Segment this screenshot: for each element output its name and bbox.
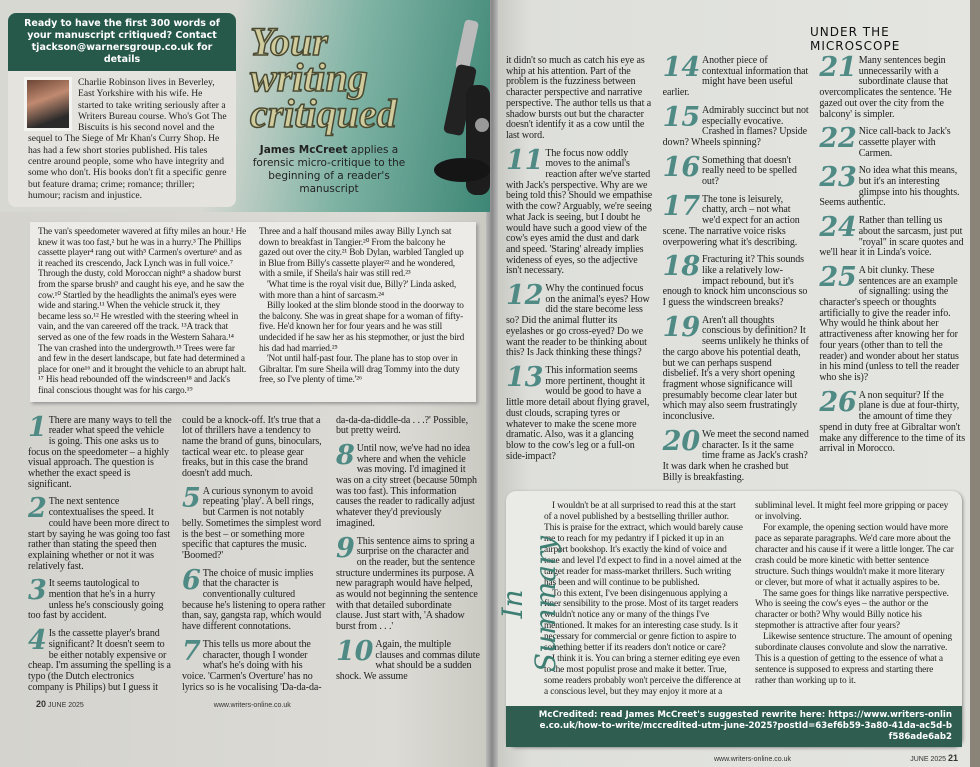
summary-title: In Summary bbox=[496, 536, 562, 673]
summary-paragraph: Likewise sentence structure. The amount of opening subordinate clauses convolute and slow the narrative. This is a question of getting to the essence of what a sentence is supposed to express and starting there rather than working up to it. bbox=[755, 632, 952, 686]
note-text: The tone is leisurely, chatty, arch – not what we'd expect for an action scene. The narrative voice risks overpowering what it's describing. bbox=[662, 193, 800, 248]
note-number: 16 bbox=[662, 151, 701, 183]
note-text: Why the continued focus on the animal's eyes? How did the stare become less so? Did the animal flutter its eyelashes or go cross-eyed? Do we want the reader to be thinking about this? Is Jack thinking these things? bbox=[506, 283, 650, 359]
note-text: A curious synonym to avoid repeating 'play'. A bell rings, but Carmen is not notably belly. Sometimes the simplest word is the best – or something more specific that captures the music. 'Boomed?' bbox=[182, 485, 321, 561]
title-line: writing bbox=[250, 55, 368, 100]
note-number: 11 bbox=[506, 144, 544, 176]
page-footer bbox=[28, 699, 480, 709]
critique-note bbox=[336, 635, 480, 683]
note-continuation: it didn't so much as catch his eye as whip at his attention. Part of the problem is the fuzziness between character perspective and narrative perspective. The author tells us that a shadow bursts out but the character doesn't identify it as a cow until the last word. bbox=[506, 55, 652, 141]
note-text: Aren't all thoughts conscious by definition? It seems unlikely he thinks of the cargo above his potential death, but we can perhaps suspend disbelief. It's a very short opening fragment whose significance will presumably become clear later but which may also seem frustratingly inconclusive. bbox=[662, 314, 809, 423]
note-number: 19 bbox=[662, 311, 701, 343]
note-number: 8 bbox=[336, 439, 355, 471]
note-text: Many sentences begin unnecessarily with a subordinate clause that overcomplicates the sentence. 'He gazed out over the city from the balcony' is simpler. bbox=[819, 55, 952, 120]
note-number: 4 bbox=[28, 625, 47, 657]
critique-note bbox=[182, 482, 326, 562]
note-number: 5 bbox=[182, 482, 201, 514]
summary-paragraph: I wouldn't be at all surprised to read this at the start of a novel published by a bestselling thriller author. This is praise for the extract, which would barely cause me to reach for my pedantry if I picked it up in an airport bookshop. It's exactly the kind of voice and tone and level I'd expect to find in a novel aimed at the target reader for mass-market thrillers. Such writing has been and will continue to be published. bbox=[544, 501, 743, 588]
right-page-content bbox=[496, 52, 966, 763]
note-text: Something that doesn't really need to be spelled out? bbox=[702, 154, 797, 188]
header-banner bbox=[0, 0, 490, 212]
summary-text bbox=[544, 491, 962, 705]
note-text: No idea what this means, but it's an interesting glimpse into his thoughts. Seems authentic. bbox=[819, 165, 960, 209]
bio-text: Charlie Robinson lives in Beverley, East Yorkshire with his wife. He started to take writing seriously after a Writers Bureau course. Who's Got The Biscuits is his second novel and the sequel to The Siege of Mr Khan's Curry Shop. He has had a few short stories published. His tales centre around people, some who have integrity and some who don't. His books don't fit a specific genre but feature drama; crime; romance; thriller; humour; racism and injustice. bbox=[28, 77, 227, 201]
note-text: The choice of music implies that the character is conventionally cultured because he's listening to opera rather than, say, gangsta rap, which would have different connotations. bbox=[182, 567, 326, 633]
note-number: 12 bbox=[506, 280, 544, 312]
note-number: 7 bbox=[182, 635, 201, 667]
critique-note bbox=[506, 144, 653, 277]
note-number: 1 bbox=[28, 411, 47, 443]
extract-column bbox=[259, 227, 468, 397]
extract-paragraph: Billy looked at the slim blonde stood in the doorway to the balcony. She was in great shape for a woman of fifty-five. He'd known her for four years and he was still undecided if he saw her as his stepmother, or just the bird his dad had married.²⁵ bbox=[259, 301, 465, 354]
note-number: 14 bbox=[662, 52, 701, 83]
note-number: 20 bbox=[662, 425, 701, 457]
offer-and-bio bbox=[8, 13, 236, 207]
page-number: 21 bbox=[947, 752, 958, 763]
critique-note bbox=[662, 190, 810, 249]
note-number: 6 bbox=[182, 564, 201, 596]
critique-note bbox=[662, 101, 810, 149]
issue-date: JUNE 2025 bbox=[47, 702, 84, 710]
critique-note bbox=[819, 261, 966, 384]
rewrite-link[interactable]: McCredited: read James McCreet's suggested rewrite here: https://www.writers-online.co.uk/how-to-write/mccredited-utm-june-2025?postId=63ef6b59-3a80-41da-ac5d-bf586ade6ab2 bbox=[506, 706, 962, 747]
critique-note bbox=[819, 52, 966, 120]
note-text: Until now, we've had no idea where and when the vehicle was moving. I'd imagined it was on a city street (because 50mph was too fast). This information causes the reader to radically adjust whatever they'd previously imagined. bbox=[336, 442, 477, 529]
section-heading: UNDER THE MICROSCOPE bbox=[810, 25, 901, 53]
note-number: 25 bbox=[819, 261, 857, 293]
note-number: 26 bbox=[819, 386, 857, 418]
note-number: 13 bbox=[506, 361, 544, 393]
subtitle bbox=[244, 144, 414, 196]
critique-note bbox=[182, 564, 326, 633]
note-text: Is the cassette player's brand significant? It doesn't seem to be either notably expensive or cheap. I'm assuming the spelling is a typo (the Dutch electronics company is Philips) but I guess it could be a knock-off. It's true that a lot of thrillers have a tendency to name the brand of guns, binoculars, tactical wear etc. to please gear freaks, but in this case the brand doesn't add much. bbox=[28, 414, 322, 693]
microscope-icon bbox=[432, 15, 490, 210]
note-number: 2 bbox=[28, 493, 47, 525]
extract-paragraph: Three and a half thousand miles away Billy Lynch sat down to breakfast in Tangier.²⁰ From the balcony he gazed out over the city.²¹ Bob Dylan, warbled Tangled up in Blue from Billy's cassette player²² and he wondered, with a smile, if Sheila's hair was still red.²³ bbox=[259, 227, 464, 280]
extract-column bbox=[38, 227, 247, 397]
page-title bbox=[250, 19, 397, 136]
extract-paragraph: 'What time is the royal visit due, Billy?' Linda asked, with more than a hint of sarcasm.²⁴ bbox=[259, 279, 457, 301]
summary-paragraph: To this extent, I've been disingenuous applying a finer sensibility to the prose. Most of its target readers wouldn't notice any or many of the things I've mentioned. It makes for an interesting case study. Is it necessary for commercial or genre fiction to aspire to something better if its readers don't notice or care? bbox=[544, 588, 739, 654]
note-text: There are many ways to tell the reader what speed the vehicle is going. This one asks us to focus on the speedometer – a highly visual approach. The question is whether the exact speed is significant. bbox=[28, 414, 172, 490]
note-text: The focus now oddly moves to the animal's reaction after we've started with Jack's perspective. Why are we being told this? Should we empathise with the cow? Arguably, we're seeing what Jack is seeing, but I doubt he would have such a good view of the cow's eyes amid the dust and dark and speed. 'Staring' already implies wideness of eyes, so the adjective isn't necessary. bbox=[506, 147, 653, 277]
author-bio bbox=[8, 71, 236, 207]
critique-note bbox=[336, 439, 480, 530]
note-text: Admirably succinct but not especially evocative. Crashed in flames? Upside down? Wheels spinning? bbox=[662, 104, 809, 148]
critique-note bbox=[819, 386, 966, 455]
critique-note bbox=[662, 151, 810, 188]
note-number: 24 bbox=[819, 212, 857, 244]
extract-paragraph: The van's speedometer wavered at fifty miles an hour.¹ He knew it was too fast,² but he was in a hurry.³ The Phillips cassette player⁴ rang out with⁵ Carmen's overture⁶ and as it reached its crescendo, Jack Lynch was in full voice.⁷ Through the dusty, cold Moroccan night⁸ a shadow burst from the sparse brush⁹ and caught his eye, and he saw the cow.¹⁰ Startled by the headlights the animal's eyes were wide and staring.¹¹ When the vehicle struck it, they became less so.¹² He wrestled with the steering wheel in vain, and the van careered off the track. ¹³A track that served as one of the few roads in the Western Sahara.¹⁴ The van crashed into the undergrowth.¹⁵ Trees were far and few in the desert landscape, but fate had determined a place for one¹⁶ and it brought the vehicle to an abrupt halt. ¹⁷ His head rebounded off the windscreen¹⁸ and Jack's final conscious thought was for his cargo.¹⁹ bbox=[38, 227, 247, 396]
left-page-content bbox=[28, 222, 480, 709]
extract-paragraph: 'Not until half-past four. The plane has to stop over in Gibraltar. I'm sure Sheila will drag Tommy into the duty free, so I've plenty of time.'²⁶ bbox=[259, 354, 460, 386]
note-number: 3 bbox=[28, 575, 47, 607]
critique-note bbox=[662, 311, 810, 423]
summary-paragraph: I think it is. You can bring a sterner editing eye even to the most populist prose and make it better. True, some readers probably won't perceive the difference at a conscious level, but they may enjoy it more at a subliminal level. It might feel more gripping or pacey or involving. bbox=[544, 501, 949, 697]
note-text: It seems tautological to mention that he's in a hurry unless he's consciously going too fast by accident. bbox=[28, 578, 164, 622]
note-number: 17 bbox=[662, 190, 701, 222]
note-text: A bit clunky. These sentences are an example of signalling: using the character's speech or thoughts artificially to give the reader info. Why would he think about her attractiveness after knowing her for four years (other than to tell the reader) and wonder about her status in his mind (unless to tell the reader who she is)? bbox=[819, 264, 960, 383]
critique-note bbox=[662, 425, 810, 484]
note-text: We meet the second named character. Is it the same time frame as Jack's crash? It was dark when he crashed but Billy is breakfasting. bbox=[662, 428, 809, 483]
critique-note bbox=[819, 123, 966, 159]
subtitle-text: applies a forensic micro-critique to the beginning of a reader's manuscript bbox=[252, 144, 406, 195]
author-photo bbox=[24, 77, 72, 131]
critique-note bbox=[28, 411, 172, 491]
page-number: 20 bbox=[36, 699, 47, 710]
critique-note bbox=[819, 212, 966, 259]
summary-paragraph: For example, the opening section would have more pace as separate paragraphs. We'd care more about the character and his cause if it were a little longer. The car crash could be more kinetic with better sentence structure. Such things wouldn't make it more literary or clever, but more of what it actually aspires to be. bbox=[755, 523, 954, 588]
note-number: 18 bbox=[662, 251, 701, 283]
manuscript-extract bbox=[30, 222, 476, 402]
critique-note bbox=[336, 532, 480, 633]
summary-paragraph: The same goes for things like narrative perspective. Who is seeing the cow's eyes – the author or the character or both? Why would Billy notice his stepmother is attractive after four years? bbox=[755, 588, 949, 632]
note-number: 10 bbox=[336, 635, 374, 667]
note-text: This tells us more about the character, though I wonder what's he's doing with his voice. 'Carmen's Overture' has no lyrics so is he vocalising 'Da-da-da-da-da-da-diddle-da . . .?' Possible, but pretty weird. bbox=[182, 414, 469, 693]
note-text: Nice call-back to Jack's cassette player with Carmen. bbox=[858, 126, 951, 159]
note-text: Fracturing it? This sounds like a relatively low-impact rebound, but it's enough to knock him unconscious so I guess the windscreen breaks? bbox=[662, 254, 808, 309]
title-line: Your bbox=[250, 19, 328, 64]
note-text: This information seems more pertinent, thought it would be good to have a little more detail about flying gravel, dust clouds, scraping tyres or whatever to make the scene more dramatic. Also, was it a glancing blow to the cow's leg or a full-on side-impact? bbox=[506, 364, 650, 462]
critique-note bbox=[819, 162, 966, 209]
critique-notes bbox=[506, 52, 966, 483]
title-line: critiqued bbox=[250, 91, 397, 136]
critique-offer-box: Ready to have the first 300 words of your manuscript critiqued? Contact tjackson@warnersgroup.co.uk for details bbox=[8, 13, 236, 71]
note-text: Rather than telling us about the sarcasm, just put "royal" in scare quotes and we'll hear it in Linda's voice. bbox=[819, 215, 964, 259]
critique-note bbox=[506, 280, 653, 359]
author-name: James McCreet bbox=[259, 144, 348, 156]
footer-url: www.writers-online.co.uk bbox=[714, 755, 792, 763]
critique-note bbox=[506, 361, 653, 462]
note-text: A non sequitur? If the plane is due at four-thirty, the amount of time they spend in duty free at Gibraltar won't make any difference to the time of its arrival in Morocco. bbox=[819, 389, 965, 455]
note-text: This sentence aims to spring a surprise on the character and on the reader, but the sentence structure undermines its purpose. A new paragraph would have helped, as would not beginning the sentence with that detailed subordinate clause. Just start with, 'A shadow burst from . . .' bbox=[336, 535, 478, 633]
footer-url: www.writers-online.co.uk bbox=[213, 702, 291, 710]
critique-note bbox=[28, 575, 172, 622]
note-text: The next sentence contextualises the speed. It could have been more direct to start by saying he was going too fast rather than stating the speed then explaining whether or not it was relatively fast. bbox=[28, 496, 171, 572]
critique-note bbox=[28, 493, 172, 572]
note-text: Again, the multiple clauses and commas dilute what should be a sudden shock. We assume bbox=[336, 638, 480, 682]
note-number: 23 bbox=[819, 162, 857, 194]
critique-notes bbox=[28, 411, 480, 694]
summary-box bbox=[496, 491, 962, 746]
note-number: 21 bbox=[819, 52, 857, 83]
note-text: Another piece of contextual information that might have been useful earlier. bbox=[662, 55, 809, 99]
critique-note bbox=[662, 52, 810, 99]
note-number: 15 bbox=[662, 101, 701, 133]
page-footer bbox=[506, 753, 966, 763]
note-number: 9 bbox=[336, 532, 355, 564]
note-number: 22 bbox=[819, 123, 857, 155]
issue-date: JUNE 2025 bbox=[910, 755, 947, 763]
critique-note bbox=[662, 251, 810, 309]
